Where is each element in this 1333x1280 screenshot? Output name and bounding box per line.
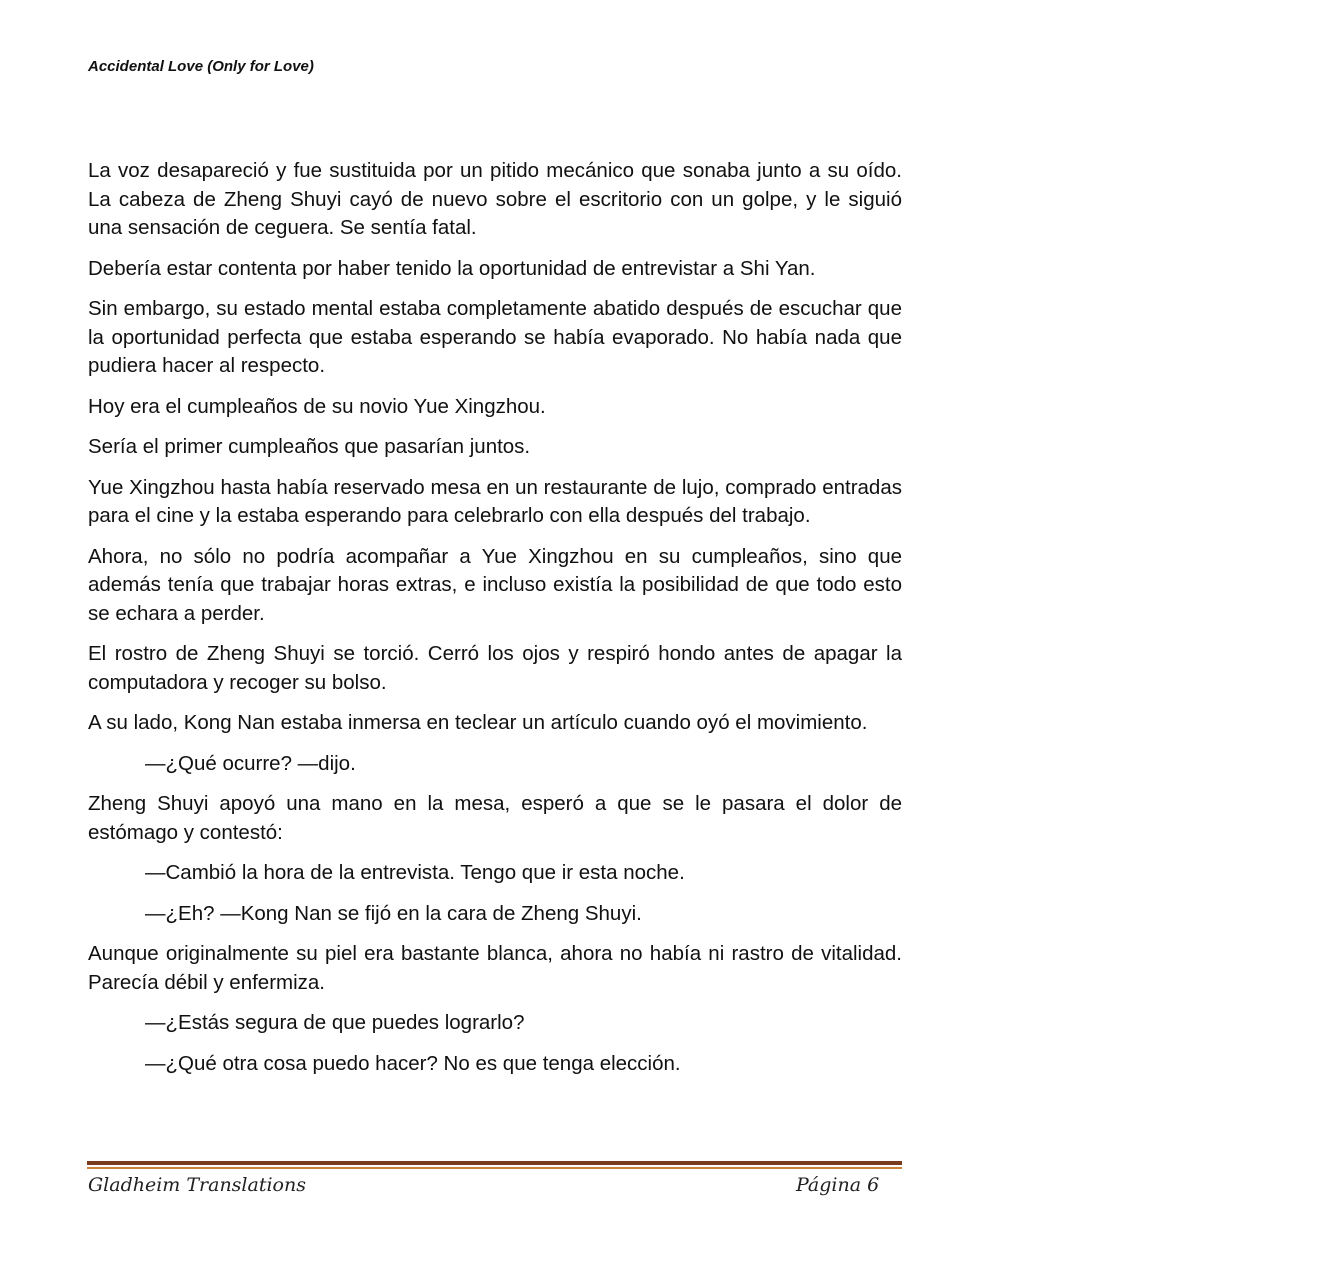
dialog-line: —Cambió la hora de la entrevista. Tengo que ir esta noche. xyxy=(145,861,685,884)
paragraph: Aunque originalmente su piel era bastante blanca, ahora no había ni rastro de vitalidad. Parecía débil y enfermiza. xyxy=(88,942,902,994)
paragraph: Sin embargo, su estado mental estaba completamente abatido después de escuchar que la oportunidad perfecta que estaba esperando se había evaporado. No había nada que pudiera hacer al respecto. xyxy=(88,297,902,377)
paragraph: Hoy era el cumpleaños de su novio Yue Xingzhou. xyxy=(88,394,546,418)
paragraph: A su lado, Kong Nan estaba inmersa en teclear un artículo cuando oyó el movimiento. xyxy=(88,711,868,734)
page-body xyxy=(88,157,902,1090)
dialog-line: —¿Qué otra cosa puedo hacer? No es que tenga elección. xyxy=(145,1051,681,1075)
dialog-line: —¿Estás segura de que puedes lograrlo? xyxy=(145,1011,525,1034)
paragraph: El rostro de Zheng Shuyi se torció. Cerró los ojos y respiró hondo antes de apagar la computadora y recoger su bolso. xyxy=(88,642,902,694)
paragraph: Yue Xingzhou hasta había reservado mesa en un restaurante de lujo, comprado entradas para el cine y la estaba esperando para celebrarlo con ella después del trabajo. xyxy=(88,475,902,527)
paragraph: Sería el primer cumpleaños que pasarían juntos. xyxy=(88,435,531,458)
footer-publisher: Gladheim Translations xyxy=(88,1174,306,1196)
running-header: Accidental Love (Only for Love) xyxy=(88,58,314,75)
dialog-line: —¿Eh? —Kong Nan se fijó en la cara de Zheng Shuyi. xyxy=(145,901,642,925)
footer-page-number: Página 6 xyxy=(796,1174,880,1196)
paragraph: La voz desapareció y fue sustituida por un pitido mecánico que sonaba junto a su oído. La cabeza de Zheng Shuyi cayó de nuevo sobre el escritorio con un golpe, y le siguió una sensación de ceguera. Se sentía fatal. xyxy=(88,159,902,239)
paragraph: Ahora, no sólo no podría acompañar a Yue Xingzhou en su cumpleaños, sino que además tenía que trabajar horas extras, e incluso existía la posibilidad de que todo esto se echara a perder. xyxy=(88,544,902,625)
dialog-line: —¿Qué ocurre? —dijo. xyxy=(145,751,356,775)
paragraph: Debería estar contenta por haber tenido la oportunidad de entrevistar a Shi Yan. xyxy=(88,256,816,280)
footer-rule-thin xyxy=(87,1167,902,1169)
paragraph: Zheng Shuyi apoyó una mano en la mesa, esperó a que se le pasara el dolor de estómago y contestó: xyxy=(88,792,902,844)
footer-rule-thick xyxy=(87,1161,902,1165)
